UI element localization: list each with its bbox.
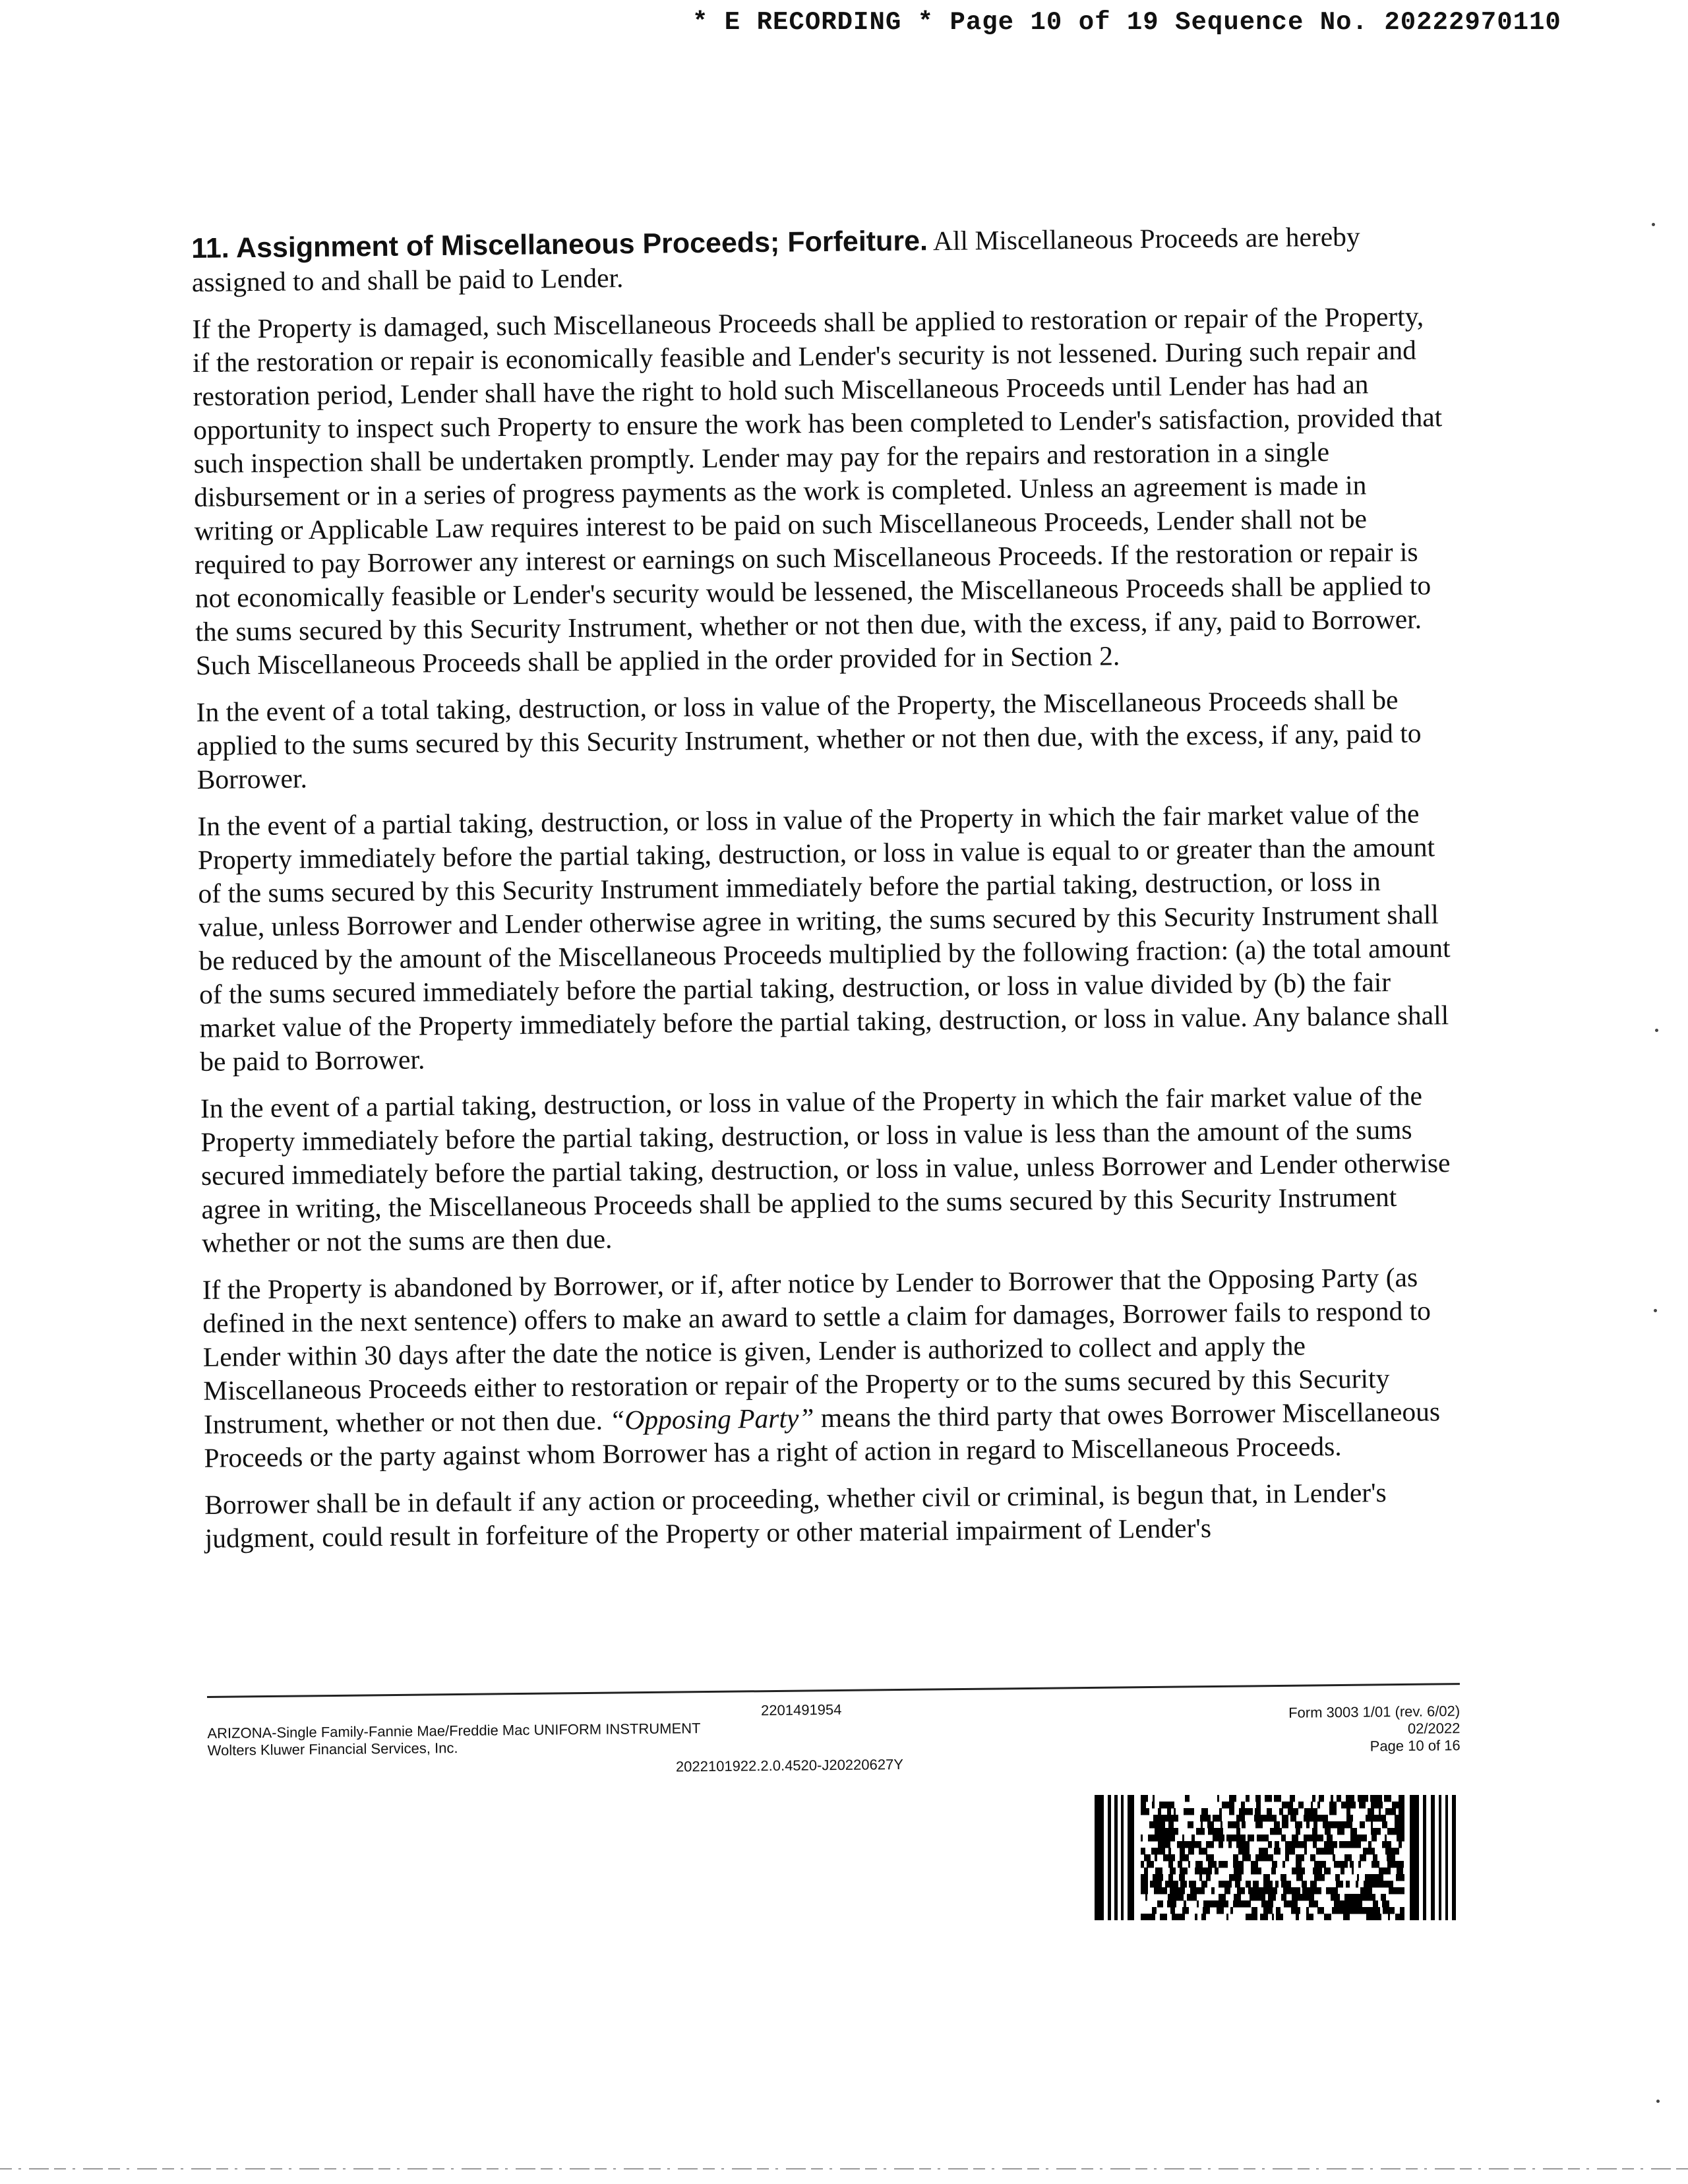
form-title: ARIZONA-Single Family-Fannie Mae/Freddie Mac UNIFORM INSTRUMENT bbox=[207, 1720, 701, 1742]
scan-speck bbox=[1654, 1309, 1657, 1312]
footer-divider bbox=[207, 1683, 1460, 1698]
page-label: Page 10 of 16 bbox=[1370, 1737, 1461, 1755]
paragraph-damage-restoration: If the Property is damaged, such Miscellaneous Proceeds shall be applied to restoration or repair of the Property, if the restoration or repair is economically feasible and Lender's security is not lessened. During such repair and restoration period, Lender shall have the right to hold such Miscellaneous Proceeds until Lender has had an opportunity to inspect such Property to ensure the work has been completed to Lender's satisfaction, provided that such inspection shall be undertaken promptly. Lender may pay for the repairs and restoration in a single disbursement or in a series of progress payments as the work is completed. Unless an agreement is made in writing or Applicable Law requires interest to be paid on such Miscellaneous Proceeds, Lender shall not be required to pay Borrower any interest or earnings on such Miscellaneous Proceeds. If the restoration or repair is not economically feasible or Lender's security would be lessened, the Miscellaneous Proceeds shall be applied to the sums secured by this Security Instrument, whether or not then due, with the excess, if any, paid to Borrower. Such Miscellaneous Proceeds shall be applied in the order provided for in Section 2. bbox=[192, 301, 1443, 681]
form-number: Form 3003 1/01 (rev. 6/02) bbox=[1288, 1703, 1461, 1721]
document-code: 2022101922.2.0.4520-J20220627Y bbox=[675, 1755, 904, 1775]
publisher-name: Wolters Kluwer Financial Services, Inc. bbox=[207, 1740, 458, 1759]
scan-speck bbox=[1656, 2100, 1660, 2103]
paragraph-total-taking: In the event of a total taking, destruction, or loss in value of the Property, the Miscellaneous Proceeds shall be applied to the sums secured by this Security Instrument, whether or not then due, with the excess, if any, paid to Borrower. bbox=[196, 684, 1422, 795]
paragraph-default: Borrower shall be in default if any action or proceeding, whether civil or criminal, is begun that, in Lender's judgment, could result in forfeiture of the Property or other material impairment of Lender's bbox=[204, 1477, 1387, 1554]
paragraph-abandonment bbox=[202, 1260, 1457, 1475]
footer-left bbox=[207, 1718, 866, 1759]
loan-number: 2201491954 bbox=[760, 1701, 842, 1719]
footer-right bbox=[1064, 1703, 1461, 1758]
paragraph-partial-taking-less: In the event of a partial taking, destruction, or loss in value of the Property in which the fair market value of the Property immediately before the partial taking, destruction, or loss in value is less than the amount of the sums secured immediately before the partial taking, destruction, or loss in value, unless Borrower and Lender otherwise agree in writing, the Miscellaneous Proceeds shall be applied to the sums secured by this Security Instrument whether or not the sums are then due. bbox=[200, 1080, 1451, 1258]
barcode-data-modules bbox=[1141, 1795, 1404, 1920]
pdf417-barcode bbox=[1095, 1795, 1464, 1920]
scan-speck bbox=[1652, 223, 1655, 226]
barcode-stop-pattern bbox=[1410, 1795, 1456, 1920]
section-11-intro bbox=[191, 219, 1445, 299]
document-body bbox=[191, 219, 1458, 1569]
scan-edge-artifact bbox=[0, 2164, 1688, 2173]
scan-speck bbox=[1655, 1029, 1658, 1032]
opposing-party-term: “Opposing Party” bbox=[609, 1403, 814, 1436]
abandonment-text-after: means the third party that owes Borrower Miscellaneous Proceeds or the party against whom Borrower has a right of action in regard to Miscellaneous Proceeds. bbox=[204, 1396, 1441, 1473]
form-footer bbox=[207, 1695, 1461, 1787]
abandonment-text-before: If the Property is abandoned by Borrower, or if, after notice by Lender to Borrower that the Opposing Party (as defined in the next sentence) offers to make an award to settle a claim for damages, Borrower fails to respond to Lender within 30 days after the date the notice is given, Lender is authorized to collect and apply the Miscellaneous Proceeds either to restoration or repair of the Property or to the sums secured by this Security Instrument, whether or not then due. bbox=[202, 1261, 1432, 1440]
recording-header: * E RECORDING * Page 10 of 19 Sequence No. 20222970110 bbox=[692, 8, 1561, 37]
section-intro-text: All Miscellaneous Proceeds are hereby assigned to and shall be paid to Lender. bbox=[191, 221, 1360, 297]
barcode-start-pattern bbox=[1095, 1795, 1134, 1920]
form-date: 02/2022 bbox=[1407, 1720, 1461, 1737]
section-heading: 11. Assignment of Miscellaneous Proceeds; Forfeiture. bbox=[191, 225, 928, 264]
paragraph-partial-taking-greater: In the event of a partial taking, destruction, or loss in value of the Property in which the fair market value of the Property immediately before the partial taking, destruction, or loss in value is equal to or greater than the amount of the sums secured by this Security Instrument immediately before the partial taking, destruction, or loss in value, unless Borrower and Lender otherwise agree in writing, the sums secured by this Security Instrument shall be reduced by the amount of the Miscellaneous Proceeds multiplied by the following fraction: (a) the total amount of the sums secured immediately before the partial taking, destruction, or loss in value divided by (b) the fair market value of the Property immediately before the partial taking, destruction, or loss in value. Any balance shall be paid to Borrower. bbox=[197, 798, 1451, 1077]
